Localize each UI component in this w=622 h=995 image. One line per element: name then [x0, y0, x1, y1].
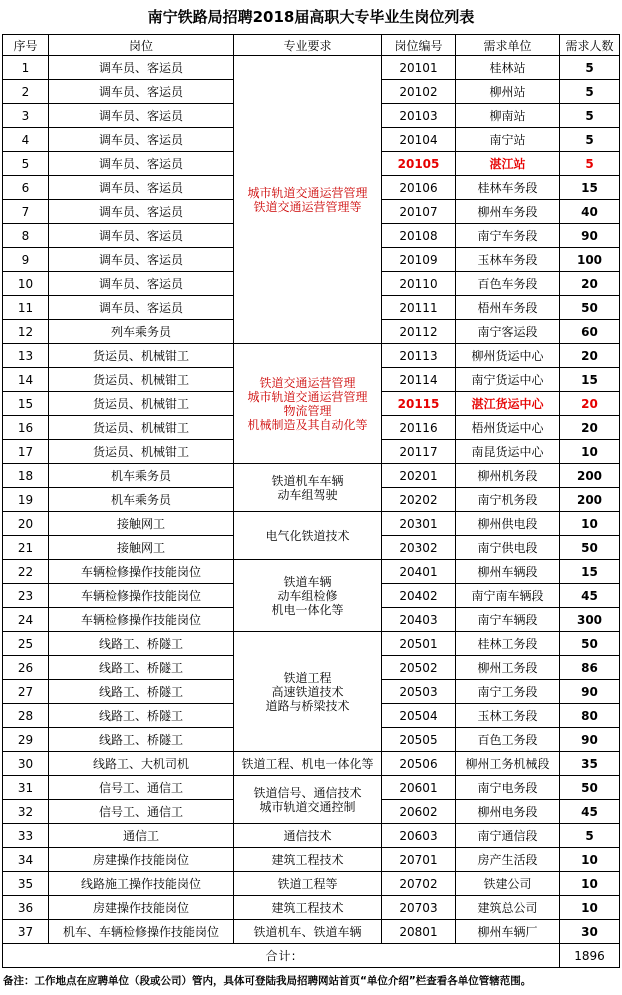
row-count: 5 — [560, 80, 620, 104]
table-row — [3, 464, 620, 488]
row-code: 20401 — [382, 560, 456, 584]
row-post: 线路工、大机司机 — [49, 752, 234, 776]
row-no: 18 — [3, 464, 49, 488]
header-post: 岗位 — [49, 35, 234, 56]
row-post: 调车员、客运员 — [49, 296, 234, 320]
row-post: 调车员、客运员 — [49, 56, 234, 80]
row-no: 11 — [3, 296, 49, 320]
row-dept: 南昆货运中心 — [456, 440, 560, 464]
row-code: 20701 — [382, 848, 456, 872]
row-post: 机车乘务员 — [49, 464, 234, 488]
row-count: 40 — [560, 200, 620, 224]
row-count: 50 — [560, 632, 620, 656]
table-row — [3, 776, 620, 800]
row-dept: 梧州车务段 — [456, 296, 560, 320]
row-post: 列车乘务员 — [49, 320, 234, 344]
row-dept: 南宁客运段 — [456, 320, 560, 344]
major-line: 铁道车辆 — [283, 574, 332, 589]
major-line: 城市轨道交通运营管理 — [247, 389, 368, 404]
row-code: 20506 — [382, 752, 456, 776]
row-no: 13 — [3, 344, 49, 368]
major-line: 铁道交通运营管理 — [259, 375, 356, 390]
row-post: 货运员、机械钳工 — [49, 344, 234, 368]
row-no: 3 — [3, 104, 49, 128]
row-code: 20402 — [382, 584, 456, 608]
row-post: 线路工、桥隧工 — [49, 704, 234, 728]
row-post: 调车员、客运员 — [49, 128, 234, 152]
row-major — [234, 512, 382, 560]
row-post: 接触网工 — [49, 536, 234, 560]
row-no: 33 — [3, 824, 49, 848]
row-post: 线路施工操作技能岗位 — [49, 872, 234, 896]
row-count: 20 — [560, 392, 620, 416]
row-dept: 柳州站 — [456, 80, 560, 104]
row-no: 20 — [3, 512, 49, 536]
row-major — [234, 776, 382, 824]
row-dept: 玉林车务段 — [456, 248, 560, 272]
table-row — [3, 920, 620, 944]
row-post: 机车、车辆检修操作技能岗位 — [49, 920, 234, 944]
row-code: 20114 — [382, 368, 456, 392]
row-dept: 玉林工务段 — [456, 704, 560, 728]
row-post: 线路工、桥隧工 — [49, 632, 234, 656]
row-no: 35 — [3, 872, 49, 896]
row-dept: 柳州工务机械段 — [456, 752, 560, 776]
row-count: 200 — [560, 464, 620, 488]
row-major — [234, 752, 382, 776]
row-post: 信号工、通信工 — [49, 776, 234, 800]
major-line: 动车组检修 — [277, 588, 338, 603]
row-major — [234, 824, 382, 848]
row-count: 15 — [560, 368, 620, 392]
header-code: 岗位编号 — [382, 35, 456, 56]
major-line: 铁道工程、机电一体化等 — [241, 756, 374, 771]
row-no: 10 — [3, 272, 49, 296]
row-code: 20602 — [382, 800, 456, 824]
row-count: 10 — [560, 896, 620, 920]
row-dept: 南宁机务段 — [456, 488, 560, 512]
row-dept: 百色工务段 — [456, 728, 560, 752]
row-no: 37 — [3, 920, 49, 944]
row-post: 车辆检修操作技能岗位 — [49, 560, 234, 584]
table-row — [3, 560, 620, 584]
row-post: 货运员、机械钳工 — [49, 440, 234, 464]
major-line: 铁道信号、通信技术 — [253, 785, 362, 800]
row-count: 10 — [560, 848, 620, 872]
table-row — [3, 56, 620, 80]
page-title: 南宁铁路局招聘2018届高职大专毕业生岗位列表 — [147, 8, 475, 26]
table-row — [3, 848, 620, 872]
row-code: 20101 — [382, 56, 456, 80]
row-post: 调车员、客运员 — [49, 176, 234, 200]
row-no: 34 — [3, 848, 49, 872]
header-major: 专业要求 — [234, 35, 382, 56]
row-code: 20104 — [382, 128, 456, 152]
row-no: 6 — [3, 176, 49, 200]
row-post: 线路工、桥隧工 — [49, 680, 234, 704]
row-post: 调车员、客运员 — [49, 152, 234, 176]
row-no: 30 — [3, 752, 49, 776]
row-count: 200 — [560, 488, 620, 512]
row-code: 20108 — [382, 224, 456, 248]
row-count: 15 — [560, 176, 620, 200]
row-count: 80 — [560, 704, 620, 728]
row-post: 调车员、客运员 — [49, 272, 234, 296]
row-code: 20102 — [382, 80, 456, 104]
major-line: 机械制造及其自动化等 — [247, 417, 368, 432]
row-no: 21 — [3, 536, 49, 560]
row-major — [234, 464, 382, 512]
major-line: 城市轨道交通运营管理 — [247, 185, 368, 200]
table-body — [3, 56, 620, 968]
row-no: 26 — [3, 656, 49, 680]
row-count: 10 — [560, 872, 620, 896]
row-code: 20702 — [382, 872, 456, 896]
row-no: 4 — [3, 128, 49, 152]
row-no: 28 — [3, 704, 49, 728]
row-post: 调车员、客运员 — [49, 200, 234, 224]
row-dept: 梧州货运中心 — [456, 416, 560, 440]
row-dept: 柳州车辆厂 — [456, 920, 560, 944]
row-no: 25 — [3, 632, 49, 656]
major-line: 建筑工程技术 — [271, 900, 344, 915]
row-post: 调车员、客运员 — [49, 224, 234, 248]
row-dept: 桂林工务段 — [456, 632, 560, 656]
major-line: 铁道机车、铁道车辆 — [253, 924, 362, 939]
row-post: 货运员、机械钳工 — [49, 392, 234, 416]
major-line: 道路与桥梁技术 — [265, 698, 350, 713]
row-post: 车辆检修操作技能岗位 — [49, 608, 234, 632]
row-count: 5 — [560, 56, 620, 80]
row-dept: 桂林车务段 — [456, 176, 560, 200]
row-dept: 柳州电务段 — [456, 800, 560, 824]
row-post: 调车员、客运员 — [49, 248, 234, 272]
row-code: 20111 — [382, 296, 456, 320]
header-row — [3, 35, 620, 56]
row-count: 45 — [560, 800, 620, 824]
row-no: 15 — [3, 392, 49, 416]
major-line: 建筑工程技术 — [271, 852, 344, 867]
row-major — [234, 872, 382, 896]
row-count: 5 — [560, 824, 620, 848]
row-code: 20105 — [382, 152, 456, 176]
row-no: 36 — [3, 896, 49, 920]
row-count: 300 — [560, 608, 620, 632]
row-post: 调车员、客运员 — [49, 104, 234, 128]
row-no: 9 — [3, 248, 49, 272]
row-dept: 湛江货运中心 — [456, 392, 560, 416]
row-post: 线路工、桥隧工 — [49, 656, 234, 680]
row-code: 20801 — [382, 920, 456, 944]
row-count: 100 — [560, 248, 620, 272]
table-row — [3, 872, 620, 896]
row-count: 20 — [560, 344, 620, 368]
row-dept: 南宁车务段 — [456, 224, 560, 248]
row-no: 12 — [3, 320, 49, 344]
row-dept: 南宁货运中心 — [456, 368, 560, 392]
major-line: 通信技术 — [283, 828, 332, 843]
row-count: 35 — [560, 752, 620, 776]
row-major — [234, 344, 382, 464]
row-dept: 柳州货运中心 — [456, 344, 560, 368]
row-code: 20603 — [382, 824, 456, 848]
row-code: 20115 — [382, 392, 456, 416]
row-code: 20502 — [382, 656, 456, 680]
row-code: 20109 — [382, 248, 456, 272]
row-post: 通信工 — [49, 824, 234, 848]
row-no: 17 — [3, 440, 49, 464]
row-code: 20501 — [382, 632, 456, 656]
row-dept: 湛江站 — [456, 152, 560, 176]
total-value: 1896 — [560, 944, 620, 968]
row-post: 房建操作技能岗位 — [49, 896, 234, 920]
row-dept: 铁建公司 — [456, 872, 560, 896]
major-line: 城市轨道交通控制 — [259, 799, 356, 814]
footnote: 备注：工作地点在应聘单位（段或公司）管内，具体可登陆我局招聘网站首页“单位介绍”栏查看各单位管辖范围。 — [3, 975, 532, 987]
major-line: 铁道交通运营管理等 — [253, 199, 362, 214]
row-post: 房建操作技能岗位 — [49, 848, 234, 872]
row-count: 5 — [560, 152, 620, 176]
row-count: 90 — [560, 680, 620, 704]
row-code: 20403 — [382, 608, 456, 632]
row-code: 20113 — [382, 344, 456, 368]
row-dept: 百色车务段 — [456, 272, 560, 296]
row-code: 20116 — [382, 416, 456, 440]
row-no: 31 — [3, 776, 49, 800]
row-code: 20112 — [382, 320, 456, 344]
table-row — [3, 512, 620, 536]
row-post: 线路工、桥隧工 — [49, 728, 234, 752]
row-post: 机车乘务员 — [49, 488, 234, 512]
row-dept: 柳州供电段 — [456, 512, 560, 536]
row-major — [234, 848, 382, 872]
major-line: 机电一体化等 — [271, 602, 344, 617]
row-dept: 柳州机务段 — [456, 464, 560, 488]
row-dept: 南宁南车辆段 — [456, 584, 560, 608]
row-no: 16 — [3, 416, 49, 440]
row-post: 信号工、通信工 — [49, 800, 234, 824]
row-no: 23 — [3, 584, 49, 608]
row-no: 19 — [3, 488, 49, 512]
row-code: 20202 — [382, 488, 456, 512]
row-dept: 南宁供电段 — [456, 536, 560, 560]
row-code: 20201 — [382, 464, 456, 488]
row-dept: 桂林站 — [456, 56, 560, 80]
row-code: 20601 — [382, 776, 456, 800]
row-major — [234, 896, 382, 920]
row-code: 20505 — [382, 728, 456, 752]
major-line: 物流管理 — [283, 403, 332, 418]
row-dept: 柳州车务段 — [456, 200, 560, 224]
row-major — [234, 920, 382, 944]
row-code: 20103 — [382, 104, 456, 128]
row-no: 29 — [3, 728, 49, 752]
row-no: 32 — [3, 800, 49, 824]
row-count: 10 — [560, 512, 620, 536]
table-row — [3, 344, 620, 368]
row-count: 20 — [560, 272, 620, 296]
table-row — [3, 752, 620, 776]
row-count: 90 — [560, 224, 620, 248]
row-no: 24 — [3, 608, 49, 632]
row-count: 15 — [560, 560, 620, 584]
row-code: 20106 — [382, 176, 456, 200]
major-line: 铁道工程 — [283, 670, 332, 685]
header-no: 序号 — [3, 35, 49, 56]
major-line: 高速铁道技术 — [271, 684, 344, 699]
row-count: 45 — [560, 584, 620, 608]
row-post: 调车员、客运员 — [49, 80, 234, 104]
header-count: 需求人数 — [560, 35, 620, 56]
row-major — [234, 632, 382, 752]
row-post: 车辆检修操作技能岗位 — [49, 584, 234, 608]
row-count: 60 — [560, 320, 620, 344]
row-no: 14 — [3, 368, 49, 392]
table-row — [3, 896, 620, 920]
row-no: 5 — [3, 152, 49, 176]
row-count: 50 — [560, 536, 620, 560]
row-dept: 南宁工务段 — [456, 680, 560, 704]
row-dept: 柳南站 — [456, 104, 560, 128]
table-row — [3, 824, 620, 848]
row-major — [234, 56, 382, 344]
row-no: 1 — [3, 56, 49, 80]
row-count: 5 — [560, 104, 620, 128]
row-dept: 房产生活段 — [456, 848, 560, 872]
table-row — [3, 632, 620, 656]
row-count: 20 — [560, 416, 620, 440]
row-post: 货运员、机械钳工 — [49, 416, 234, 440]
row-code: 20110 — [382, 272, 456, 296]
row-dept: 柳州车辆段 — [456, 560, 560, 584]
row-dept: 南宁通信段 — [456, 824, 560, 848]
row-no: 27 — [3, 680, 49, 704]
row-no: 7 — [3, 200, 49, 224]
row-code: 20117 — [382, 440, 456, 464]
row-no: 2 — [3, 80, 49, 104]
major-line: 铁道机车车辆 — [271, 473, 344, 488]
row-no: 8 — [3, 224, 49, 248]
row-dept: 建筑总公司 — [456, 896, 560, 920]
row-count: 50 — [560, 776, 620, 800]
row-count: 5 — [560, 128, 620, 152]
row-code: 20107 — [382, 200, 456, 224]
row-dept: 南宁电务段 — [456, 776, 560, 800]
row-dept: 南宁站 — [456, 128, 560, 152]
row-code: 20301 — [382, 512, 456, 536]
row-count: 86 — [560, 656, 620, 680]
row-dept: 南宁车辆段 — [456, 608, 560, 632]
row-dept: 柳州工务段 — [456, 656, 560, 680]
major-line: 动车组驾驶 — [277, 487, 338, 502]
row-count: 10 — [560, 440, 620, 464]
row-count: 90 — [560, 728, 620, 752]
row-code: 20503 — [382, 680, 456, 704]
row-code: 20703 — [382, 896, 456, 920]
row-code: 20302 — [382, 536, 456, 560]
row-count: 50 — [560, 296, 620, 320]
header-dept: 需求单位 — [456, 35, 560, 56]
major-line: 铁道工程等 — [277, 876, 338, 891]
job-table — [2, 34, 620, 968]
major-line: 电气化铁道技术 — [265, 528, 350, 543]
row-post: 接触网工 — [49, 512, 234, 536]
row-major — [234, 560, 382, 632]
total-row — [3, 944, 620, 968]
row-count: 30 — [560, 920, 620, 944]
total-label: 合计: — [3, 944, 560, 968]
row-code: 20504 — [382, 704, 456, 728]
row-post: 货运员、机械钳工 — [49, 368, 234, 392]
row-no: 22 — [3, 560, 49, 584]
